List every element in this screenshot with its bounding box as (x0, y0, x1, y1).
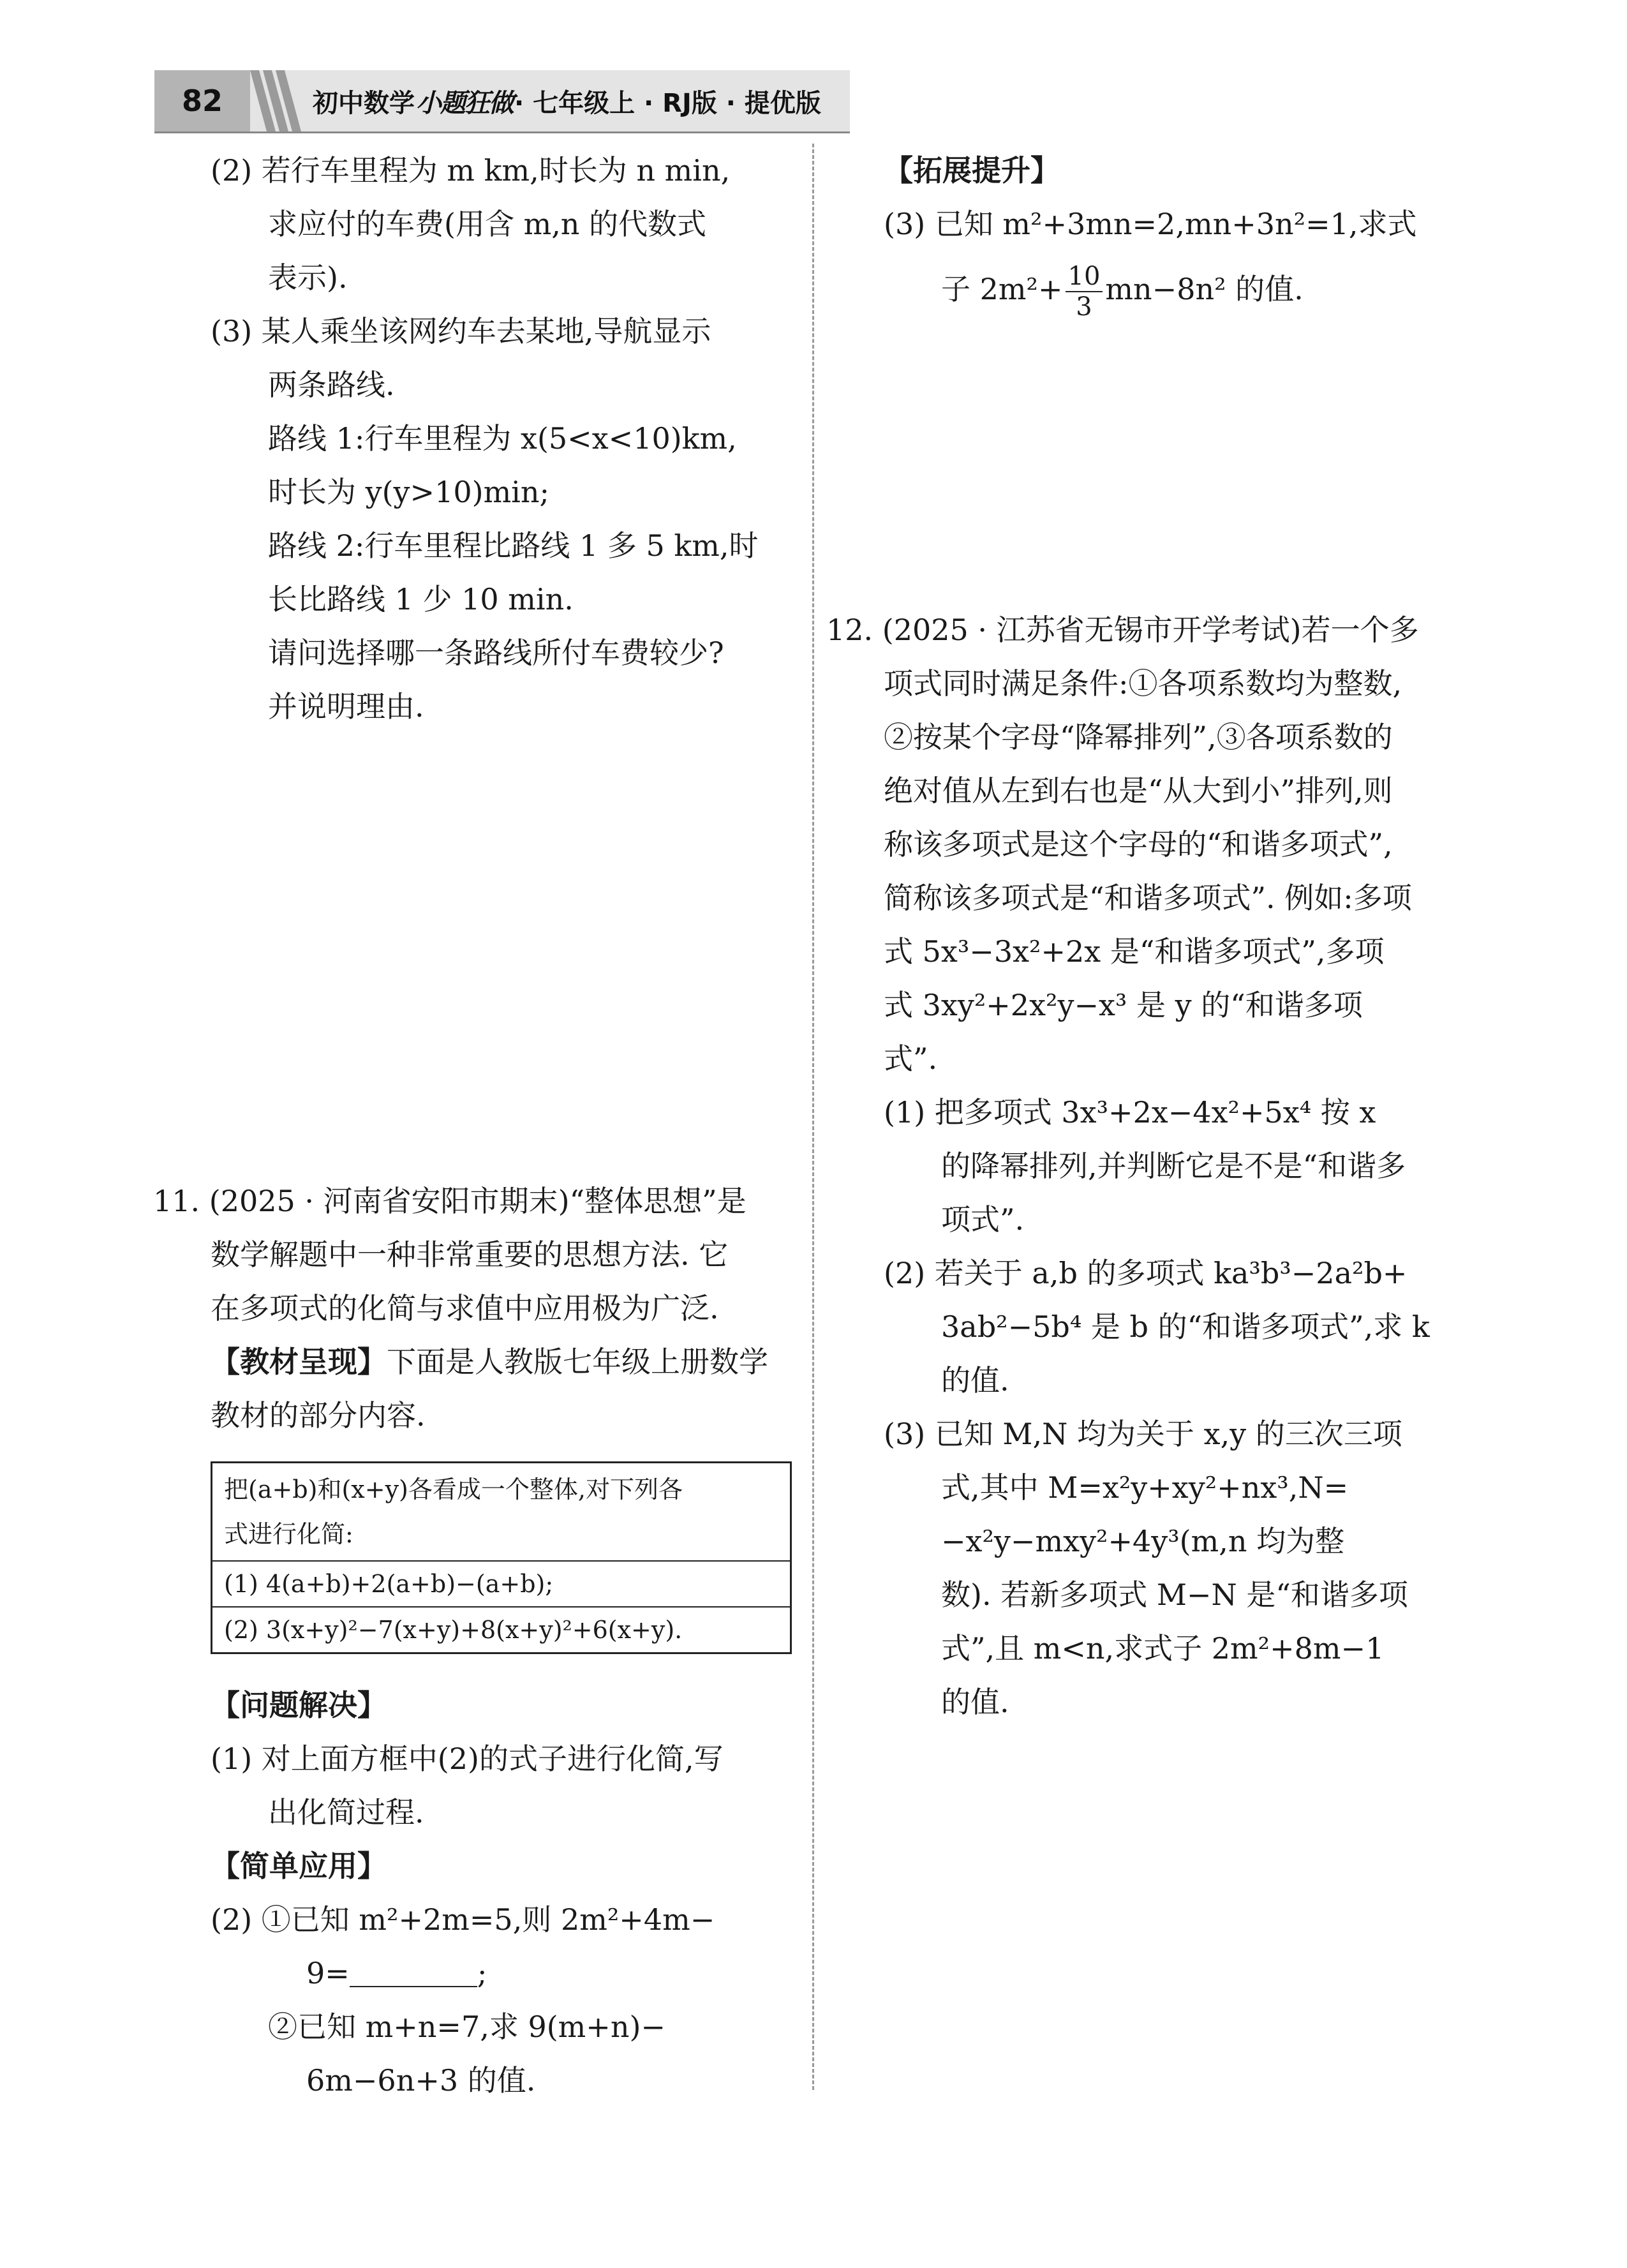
ext-part3-line2a: 子 2m²+ (941, 272, 1063, 306)
q11-textbook-heading: 【教材呈现】 (211, 1345, 387, 1379)
q12-part3-line4: 数). 若新多项式 M−N 是“和谐多项 (941, 1578, 1408, 1612)
q11-line1: 11. (2025 · 河南省安阳市期末)“整体思想”是 (153, 1184, 747, 1218)
q11-line3: 在多项式的化简与求值中应用极为广泛. (211, 1291, 719, 1325)
fraction-denominator: 3 (1076, 292, 1092, 322)
q11-part2-line2b: ; (477, 1956, 487, 1990)
q11-part2-line1: (2) ①已知 m²+2m=5,则 2m²+4m− (211, 1902, 715, 1937)
q12-part2-line1: (2) 若关于 a,b 的多项式 ka³b³−2a²b+ (884, 1256, 1408, 1290)
question-10-continued (211, 144, 798, 733)
box-line2: 式进行化简: (224, 1520, 353, 1548)
question-11 (153, 1174, 798, 1442)
q12-part3-line1: (3) 已知 M,N 均为关于 x,y 的三次三项 (884, 1417, 1402, 1451)
question-11-parts (211, 1678, 798, 2107)
q12-line2: 项式同时满足条件:①各项系数均为整数, (884, 666, 1402, 701)
extension-heading: 【拓展提升】 (884, 153, 1060, 188)
q12-line5: 称该多项式是这个字母的“和谐多项式”, (884, 827, 1393, 862)
header-title-part1: 初中数学 (313, 88, 415, 118)
q12-part1-line3: 项式”. (941, 1202, 1025, 1237)
q12-line6: 简称该多项式是“和谐多项式”. 例如:多项 (884, 881, 1412, 915)
q11-textbook-text2: 教材的部分内容. (211, 1398, 426, 1433)
q11-application-heading: 【简单应用】 (211, 1849, 387, 1883)
q10-part3-line8: 并说明理由. (268, 689, 424, 724)
q10-part2-line3: 表示). (268, 260, 348, 295)
q11-textbook-text: 下面是人教版七年级上册数学 (387, 1345, 768, 1379)
page-number: 82 (154, 70, 250, 131)
q11-part2-line2a: 9= (306, 1956, 350, 1990)
header-rule (154, 131, 850, 133)
ext-part3-line2b: mn−8n² 的值. (1105, 272, 1304, 306)
q11-line2: 数学解题中一种非常重要的思想方法. 它 (211, 1237, 729, 1272)
q11-part2-line4: 6m−6n+3 的值. (306, 2063, 536, 2098)
box-line1: 把(a+b)和(x+y)各看成一个整体,对下列各 (224, 1475, 683, 1503)
header-title (301, 70, 850, 131)
fraction-10-3 (1066, 262, 1103, 322)
extension-section (884, 144, 1474, 327)
box-row1: (1) 4(a+b)+2(a+b)−(a+b); (212, 1560, 790, 1606)
q12-part1-line1: (1) 把多项式 3x³+2x−4x²+5x⁴ 按 x (884, 1095, 1376, 1130)
question-12 (826, 603, 1474, 1729)
header-stripes (250, 70, 301, 131)
q12-line8: 式 3xy²+2x²y−x³ 是 y 的“和谐多项 (884, 988, 1363, 1022)
q12-part1-line2: 的降幂排列,并判断它是不是“和谐多 (941, 1149, 1406, 1183)
q12-part3-line2: 式,其中 M=x²y+xy²+nx³,N= (941, 1470, 1349, 1505)
q12-part3-line5: 式”,且 m<n,求式子 2m²+8m−1 (941, 1631, 1385, 1666)
q12-line4: 绝对值从左到右也是“从大到小”排列,则 (884, 773, 1393, 808)
column-divider (812, 144, 814, 2090)
box-row2: (2) 3(x+y)²−7(x+y)+8(x+y)²+6(x+y). (212, 1606, 790, 1652)
q10-part3-line4: 时长为 y(y>10)min; (268, 475, 550, 509)
ext-part3-line1: (3) 已知 m²+3mn=2,mn+3n²=1,求式 (884, 207, 1417, 241)
q10-part2-line1: (2) 若行车里程为 m km,时长为 n min, (211, 153, 731, 188)
q11-problem-heading: 【问题解决】 (211, 1688, 387, 1722)
q10-part3-line5: 路线 2:行车里程比路线 1 多 5 km,时 (268, 528, 759, 563)
q12-line7: 式 5x³−3x²+2x 是“和谐多项式”,多项 (884, 934, 1385, 969)
answer-blank[interactable] (350, 1960, 477, 1987)
q10-part3-line2: 两条路线. (268, 368, 395, 402)
q12-part2-line2: 3ab²−5b⁴ 是 b 的“和谐多项式”,求 k (941, 1309, 1430, 1344)
q10-part3-line1: (3) 某人乘坐该网约车去某地,导航显示 (211, 314, 711, 348)
q10-part3-line7: 请问选择哪一条路线所付车费较少? (268, 636, 724, 670)
q12-part3-line6: 的值. (941, 1685, 1009, 1719)
q12-line1: 12. (2025 · 江苏省无锡市开学考试)若一个多 (826, 613, 1419, 647)
q12-line9: 式”. (884, 1041, 938, 1076)
q10-part3-line3: 路线 1:行车里程为 x(5<x<10)km, (268, 421, 737, 456)
q12-part3-line3: −x²y−mxy²+4y³(m,n 均为整 (941, 1524, 1345, 1558)
header-title-part2: · 七年级上 · RJ版 · 提优版 (514, 88, 821, 118)
q11-part1-line1: (1) 对上面方框中(2)的式子进行化简,写 (211, 1742, 724, 1776)
textbook-excerpt-box (211, 1461, 792, 1654)
q10-part3-line6: 长比路线 1 少 10 min. (268, 582, 574, 616)
q10-part2-line2: 求应付的车费(用含 m,n 的代数式 (268, 207, 707, 241)
q11-part2-line3: ②已知 m+n=7,求 9(m+n)− (268, 2010, 665, 2044)
q12-line3: ②按某个字母“降幂排列”,③各项系数的 (884, 720, 1393, 754)
q12-part2-line3: 的值. (941, 1363, 1009, 1398)
header-brand: 小题狂做 (416, 88, 513, 118)
fraction-numerator: 10 (1066, 262, 1103, 292)
q11-part1-line2: 出化简过程. (268, 1795, 424, 1830)
